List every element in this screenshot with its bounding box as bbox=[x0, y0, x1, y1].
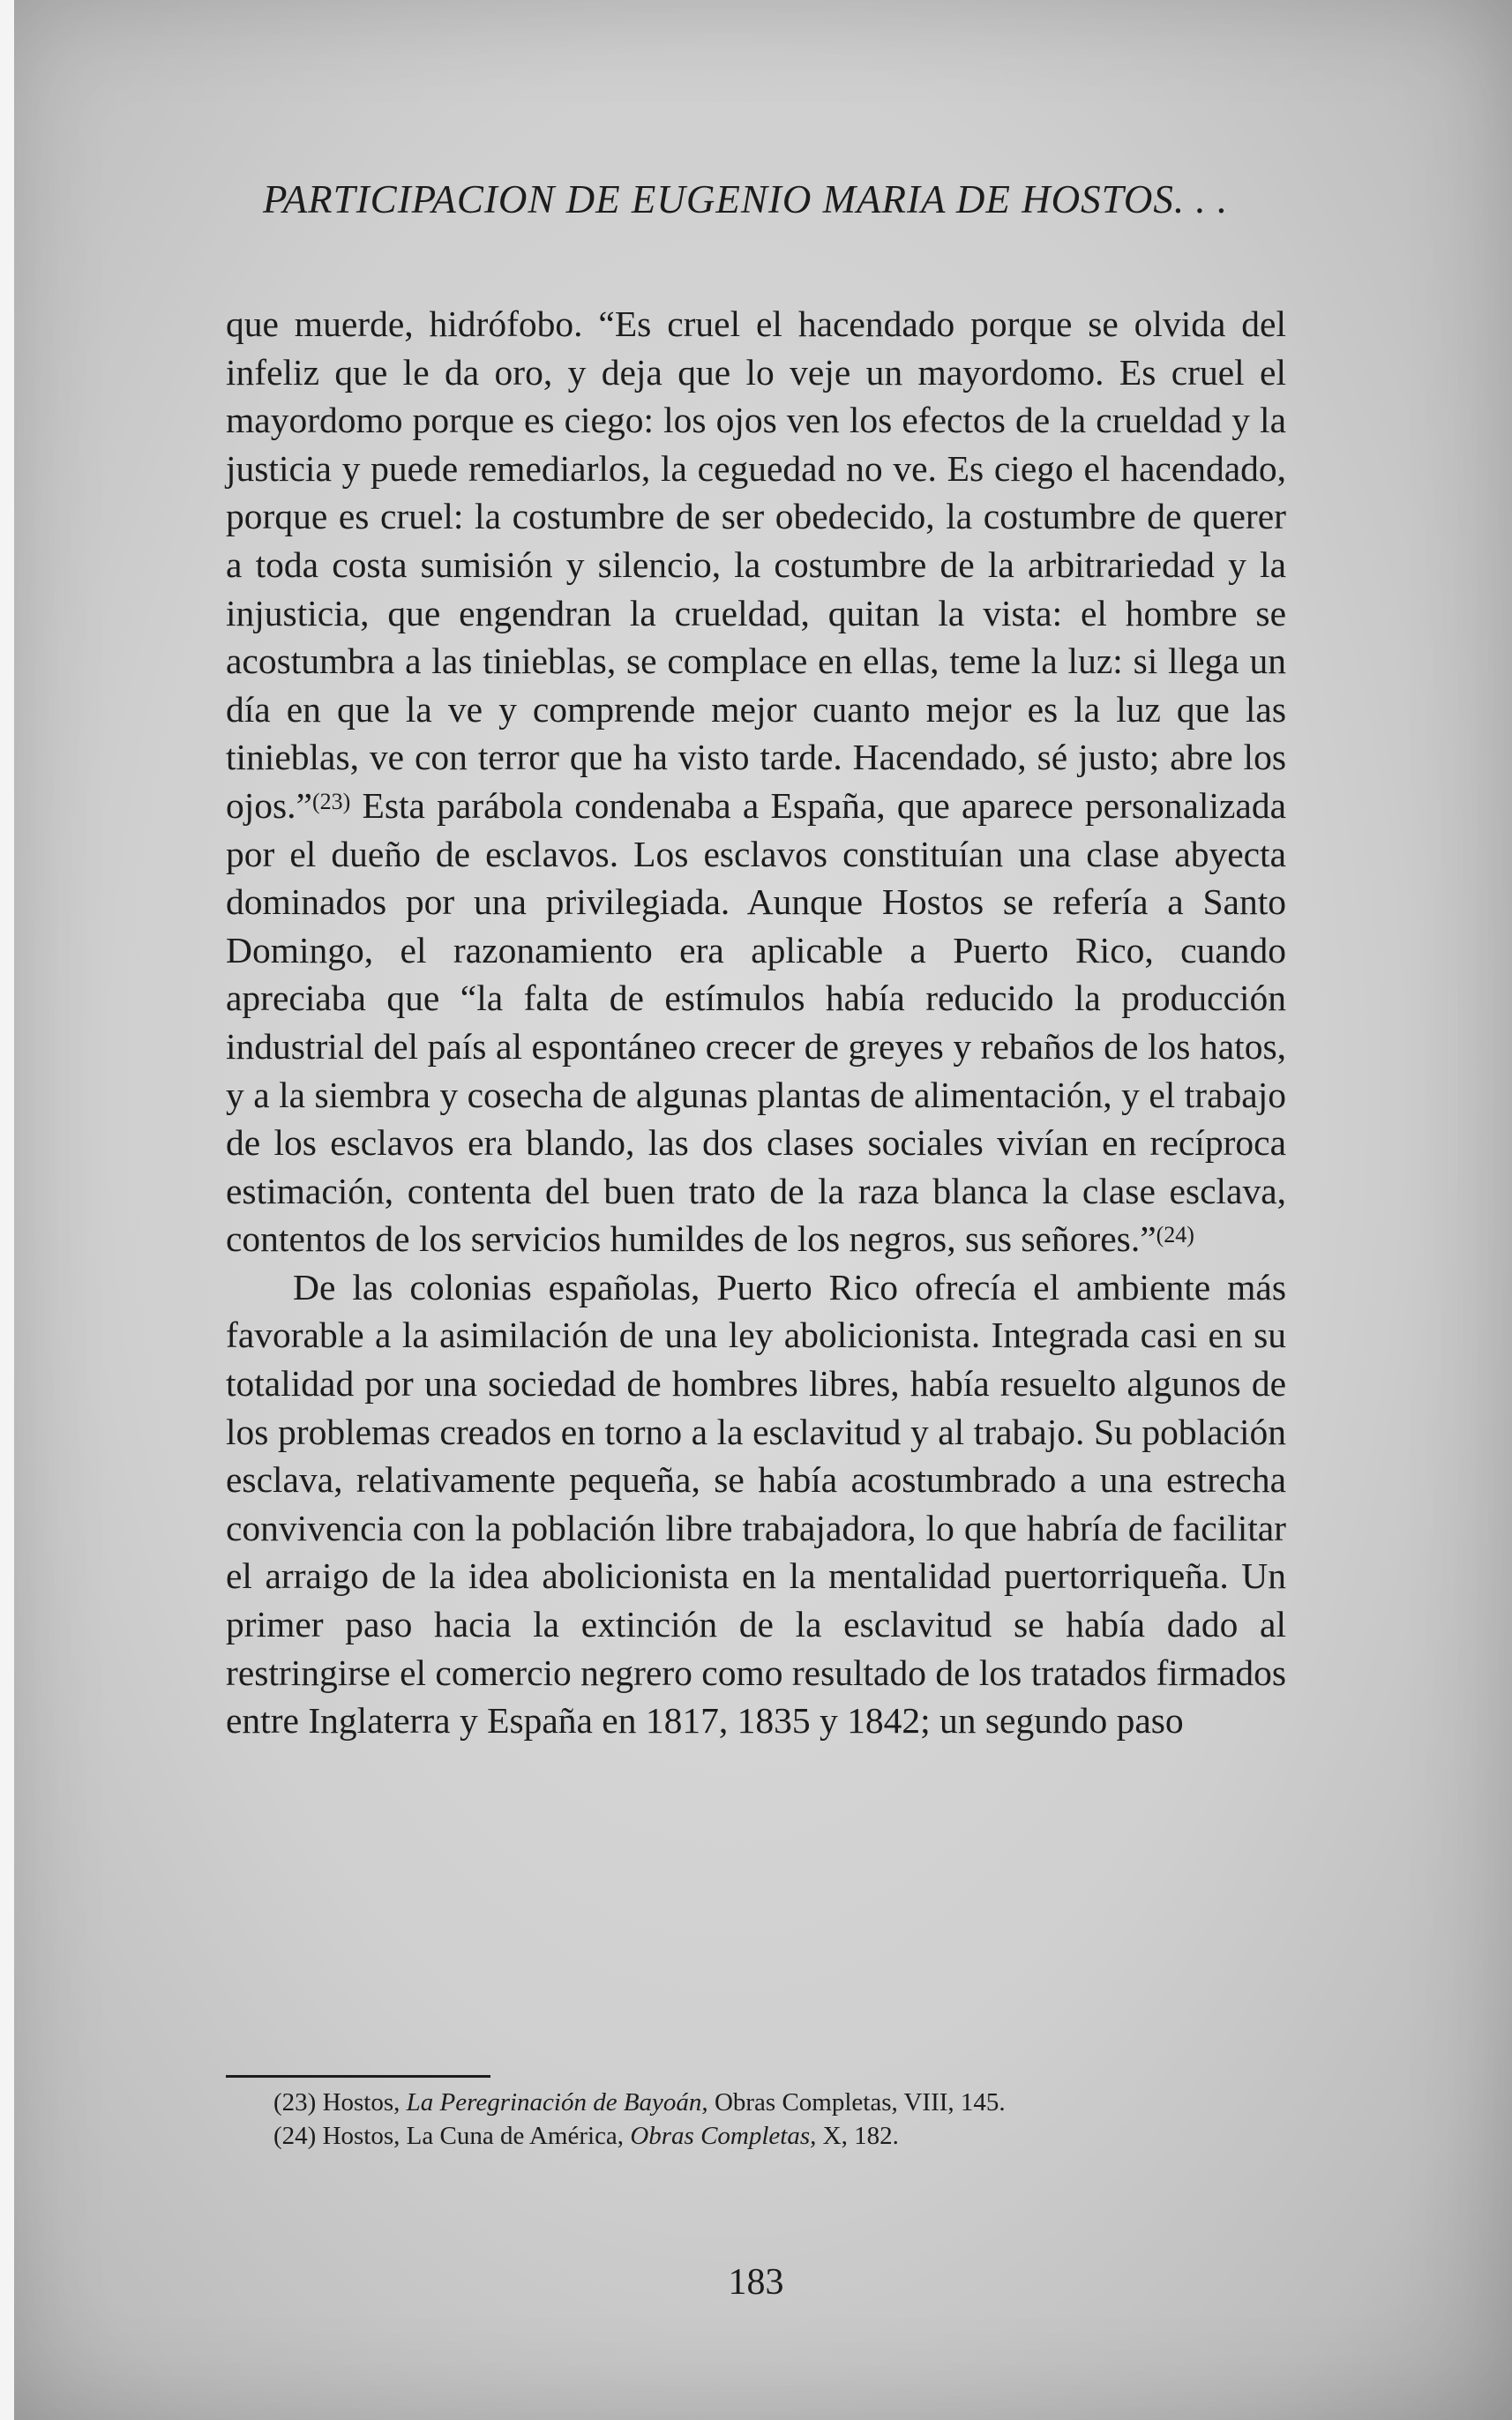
footnote-24-series: Obras Completas, bbox=[630, 2122, 817, 2150]
footnote-ref-24: (24) bbox=[1156, 1222, 1194, 1248]
footnote-24-title: La Cuna de América, bbox=[406, 2122, 625, 2150]
paragraph-2: De las colonias españolas, Puerto Rico ofrecía el ambiente más favorable a la asimilación de una ley abolicionista. Integrada casi en su totalidad por una sociedad de hombres libres, había resuelto algunos de los problemas creados en torno a la esclavitud y al trabajo. Su población esclava, relativamente pequeña, se había acostumbrado a una estrecha convivencia con la población libre trabajadora, lo que habría de facilitar el arraigo de la idea abolicionista en la mentalidad puertorriqueña. Un primer paso hacia la extinción de la esclavitud se había dado al restringirse el comercio negrero como resultado de los tratados firmados entre Inglaterra y España en 1817, 1835 y 1842; un segundo paso bbox=[226, 1266, 1286, 1742]
footnote-24-number: (24) bbox=[273, 2122, 317, 2150]
footnote-23-title: La Peregrinación de Bayoán, bbox=[406, 2088, 708, 2117]
paragraph-1-text-b: Esta parábola condenaba a España, que aparece personalizada por el dueño de esclavos. Los esclavos constituían una clase abyecta dominados por una privilegiada. Aunque Hostos se refería a Santo Domingo, el razonamiento era aplicable a Puerto Rico, cuando apreciaba que “la falta de estímulos había reducido la producción industrial del país al espontáneo crecer de greyes y rebaños de los hatos, y a la siembra y cosecha de algunas plantas de alimentación, y el trabajo de los esclavos era blando, las dos clases sociales vivían en recíproca estimación, contenta del buen trato de la raza blanca la clase esclava, contentos de los servicios humildes de los negros, sus señores.” bbox=[226, 784, 1286, 1260]
body-text bbox=[226, 300, 1286, 1745]
running-head: PARTICIPACION DE EUGENIO MARIA DE HOSTOS. . . bbox=[263, 177, 1229, 221]
footnote-divider bbox=[226, 2075, 490, 2078]
footnote-ref-23: (23) bbox=[311, 788, 351, 814]
footnote-24-author: Hostos, bbox=[322, 2122, 400, 2150]
page-number: 183 bbox=[728, 2262, 784, 2303]
footnote-23-number: (23) bbox=[273, 2088, 317, 2117]
page-left-edge bbox=[0, 0, 14, 2420]
footnote-23 bbox=[273, 2086, 1279, 2119]
footnote-24 bbox=[273, 2119, 1279, 2153]
paragraph-1-text-a: que muerde, hidrófobo. “Es cruel el hacendado porque se olvida del infeliz que le da oro, y deja que lo veje un mayordomo. Es cruel el mayordomo porque es ciego: los ojos ven los efectos de la crueldad y la justicia y puede remediarlos, la ceguedad no ve. Es ciego el hacendado, porque es cruel: la costumbre de ser obedecido, la costumbre de querer a toda costa sumisión y silencio, la costumbre de la arbitrariedad y la injusticia, que engendran la crueldad, quitan la vista: el hombre se acostumbra a las tinieblas, se complace en ellas, teme la luz: si llega un día en que la ve y comprende mejor cuanto mejor es la luz que las tinieblas, ve con terror que ha visto tarde. Hacendado, sé justo; abre los ojos.” bbox=[226, 303, 1286, 826]
footnote-23-rest: Obras Completas, VIII, 145. bbox=[714, 2088, 1006, 2117]
paragraph-1 bbox=[226, 300, 1286, 1263]
footnote-23-author: Hostos, bbox=[322, 2088, 400, 2117]
footnote-24-rest: X, 182. bbox=[822, 2122, 899, 2150]
footnotes bbox=[273, 2086, 1279, 2153]
